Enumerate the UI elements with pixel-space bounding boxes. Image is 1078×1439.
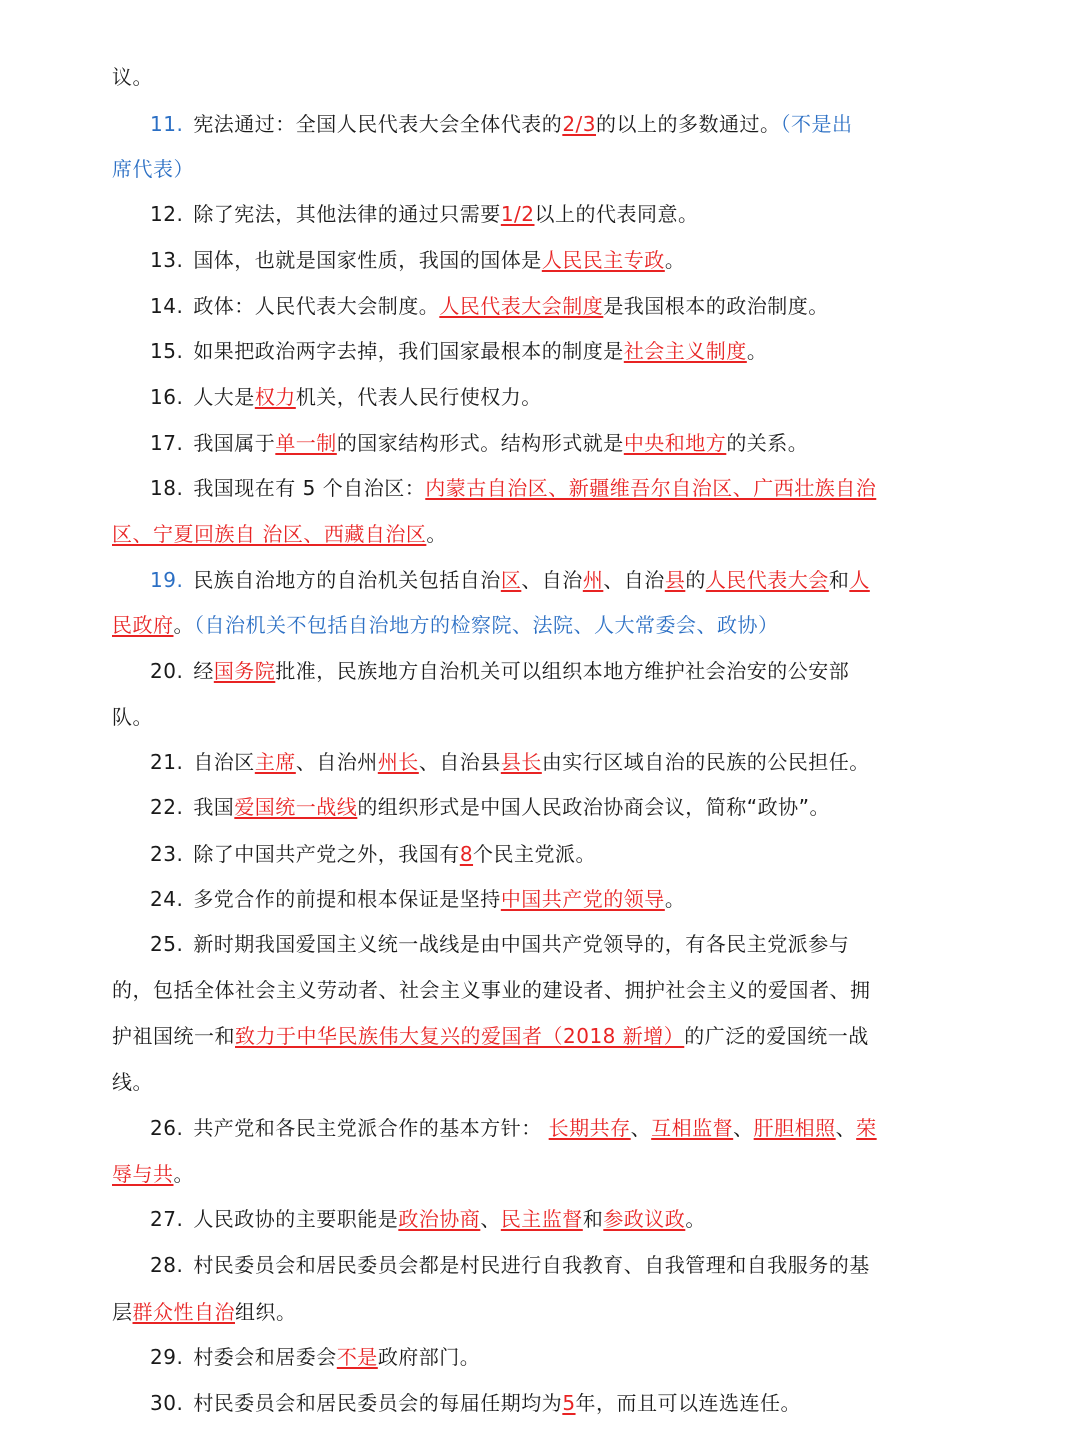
body-text: 人大是 [193,385,255,409]
body-text: 除了中国共产党之外，我国有 [193,842,460,866]
key-answer: 州长 [377,750,419,774]
note-text: 席代表） [112,157,194,181]
key-answer: 社会主义制度 [623,339,747,363]
body-text: 机关，代表人民行使权力。 [295,385,542,409]
body-text: 、自治县 [418,750,501,774]
body-text: 的组织形式是中国人民政治协商会议，简称“政协”。 [357,795,831,819]
key-answer: 参政议政 [603,1207,686,1231]
body-text: 。 [426,522,447,546]
item-number: 29. [150,1345,184,1369]
key-answer: 人民代表大会制度 [439,294,604,318]
body-text: 村委会和居委会 [193,1345,337,1369]
body-text: 、 [835,1116,857,1140]
item-number: 22. [150,795,184,819]
body-text: 宪法通过：全国人民代表大会全体代表的 [193,112,563,136]
item-10-line-1 [112,62,153,92]
item-23-line-1 [150,839,596,869]
item-number: 19. [150,568,184,592]
body-text: 年，而且可以连选连任。 [575,1391,802,1415]
body-text: 政体：人民代表大会制度。 [193,294,440,318]
item-number: 15. [150,339,184,363]
body-text: 和 [828,568,850,592]
body-text: 。 [173,613,194,637]
note-text: （不是出 [780,112,853,136]
body-text: 护祖国统一和 [112,1024,235,1048]
body-text: 新时期我国爱国主义统一战线是由中国共产党领导的，有各民主党派参与 [193,932,850,956]
key-answer: 不是 [336,1345,378,1369]
item-number: 20. [150,659,184,683]
body-text: 的 [685,568,706,592]
key-answer: 区 [500,568,522,592]
item-25-line-3 [112,1021,869,1051]
item-13-line-1 [150,245,685,275]
key-answer: 群众性自治 [132,1300,235,1324]
body-text: 由实行区域自治的民族的公民担任。 [541,750,870,774]
key-answer: 县 [664,568,686,592]
body-text: 我国属于 [193,431,276,455]
body-text: 如果把政治两字去掉，我们国家最根本的制度是 [193,339,624,363]
body-text: 层 [112,1300,133,1324]
item-20-line-1 [150,656,849,686]
item-16-line-1 [150,382,542,412]
item-17-line-1 [150,428,808,458]
key-answer: 中央和地方 [623,431,727,455]
body-text: 队。 [112,705,153,729]
body-text: 共产党和各民主党派合作的基本方针： [193,1116,549,1140]
body-text: 村民委员会和居民委员会的每届任期均为 [193,1391,563,1415]
item-number: 17. [150,431,184,455]
body-text: 、自治 [521,568,583,592]
body-text: 的国家结构形式。结构形式就是 [336,431,624,455]
key-answer: 荣 [856,1116,877,1140]
body-text: 线。 [112,1070,153,1094]
body-text: 民族自治地方的自治机关包括自治 [193,568,501,592]
item-20-line-2 [112,702,153,732]
key-answer: 民主监督 [500,1207,583,1231]
item-11-line-2 [112,154,194,184]
item-25-line-1 [150,929,849,959]
item-number: 30. [150,1391,184,1415]
item-22-line-1 [150,792,830,822]
key-answer: 州 [582,568,604,592]
body-text: 。 [746,339,768,363]
key-answer: 2/3 [562,112,596,136]
key-answer: 互相监督 [651,1116,734,1140]
note-text: （自治机关不包括自治地方的检察院、法院、人大常委会、政协） [194,613,779,637]
item-28-line-1 [150,1250,870,1280]
body-text: 政府部门。 [377,1345,481,1369]
body-text: 的以上的多数通过。 [596,112,781,136]
item-number: 16. [150,385,184,409]
item-30-line-1 [150,1388,801,1418]
body-text: 多党合作的前提和根本保证是坚持 [193,887,501,911]
key-answer: 县长 [500,750,542,774]
key-answer: 辱与共 [112,1162,174,1186]
key-answer: 人民民主专政 [541,248,665,272]
item-number: 23. [150,842,184,866]
body-text: 和 [582,1207,604,1231]
key-answer: 人民代表大会 [705,568,829,592]
item-number: 13. [150,248,184,272]
item-26-line-1 [150,1113,877,1143]
key-answer: 权力 [254,385,296,409]
item-12-line-1 [150,199,699,229]
body-text: 。 [664,887,686,911]
body-text: 自治区 [193,750,255,774]
body-text: 。 [685,1207,706,1231]
body-text: 村民委员会和居民委员会都是村民进行自我教育、自我管理和自我服务的基 [193,1253,870,1277]
item-19-line-1 [150,565,870,595]
item-number: 28. [150,1253,184,1277]
item-number: 27. [150,1207,184,1231]
item-24-line-1 [150,884,685,914]
item-26-line-2 [112,1159,194,1189]
item-number: 26. [150,1116,184,1140]
body-text: 是我国根本的政治制度。 [603,294,829,318]
key-answer: 国务院 [213,659,276,683]
body-text: 国体，也就是国家性质，我国的国体是 [193,248,542,272]
body-text: 。 [173,1162,194,1186]
body-text: 。 [664,248,686,272]
body-text: 、自治 [603,568,665,592]
key-answer: 人 [849,568,870,592]
key-answer: 主席 [254,750,296,774]
key-answer: 肝胆相照 [753,1116,836,1140]
item-number: 18. [150,476,184,500]
item-number: 25. [150,932,184,956]
key-answer: 1/2 [500,202,535,226]
key-answer: 中国共产党的领导 [500,887,665,911]
item-14-line-1 [150,291,829,321]
key-answer: 5 [562,1391,576,1415]
body-text: 我国 [193,795,235,819]
body-text: 个民主党派。 [473,842,597,866]
body-text: 、自治州 [295,750,378,774]
item-25-line-4 [112,1067,153,1097]
item-21-line-1 [150,747,870,777]
body-text: 、 [733,1116,754,1140]
key-answer: 致力于中华民族伟大复兴的爱国者（2018 新增） [235,1024,685,1048]
key-answer: 内蒙古自治区、新疆维吾尔自治区、广西壮族自治 [425,476,877,500]
key-answer: 爱国统一战线 [234,795,358,819]
body-text: 、 [630,1116,652,1140]
key-answer: 8 [459,842,474,866]
body-text: 的广泛的爱国统一战 [684,1024,869,1048]
body-text: 批准，民族地方自治机关可以组织本地方维护社会治安的公安部 [275,659,850,683]
item-25-line-2 [112,975,871,1005]
body-text: 我国现在有 5 个自治区： [193,476,426,500]
body-text: 人民政协的主要职能是 [193,1207,399,1231]
key-answer: 政治协商 [398,1207,481,1231]
key-answer: 区、宁夏回族自 治区、西藏自治区 [112,522,427,546]
item-19-line-2 [112,610,779,640]
item-11-line-1 [150,109,853,139]
item-15-line-1 [150,336,767,366]
body-text: 组织。 [235,1300,297,1324]
item-number: 12. [150,202,184,226]
item-28-line-2 [112,1297,297,1327]
body-text: 议。 [112,65,153,89]
body-text: 以上的代表同意。 [534,202,699,226]
item-29-line-1 [150,1342,480,1372]
item-18-line-1 [150,473,876,503]
item-number: 14. [150,294,184,318]
item-number: 21. [150,750,184,774]
body-text: 、 [480,1207,501,1231]
item-18-line-2 [112,519,447,549]
body-text: 的关系。 [726,431,809,455]
body-text: 经 [193,659,214,683]
key-answer: 单一制 [275,431,337,455]
item-27-line-1 [150,1204,706,1234]
item-number: 24. [150,887,184,911]
body-text: 除了宪法，其他法律的通过只需要 [193,202,501,226]
item-number: 11. [150,112,184,136]
key-answer: 长期共存 [548,1116,631,1140]
key-answer: 民政府 [112,613,174,637]
body-text: 的，包括全体社会主义劳动者、社会主义事业的建设者、拥护社会主义的爱国者、拥 [112,978,871,1002]
